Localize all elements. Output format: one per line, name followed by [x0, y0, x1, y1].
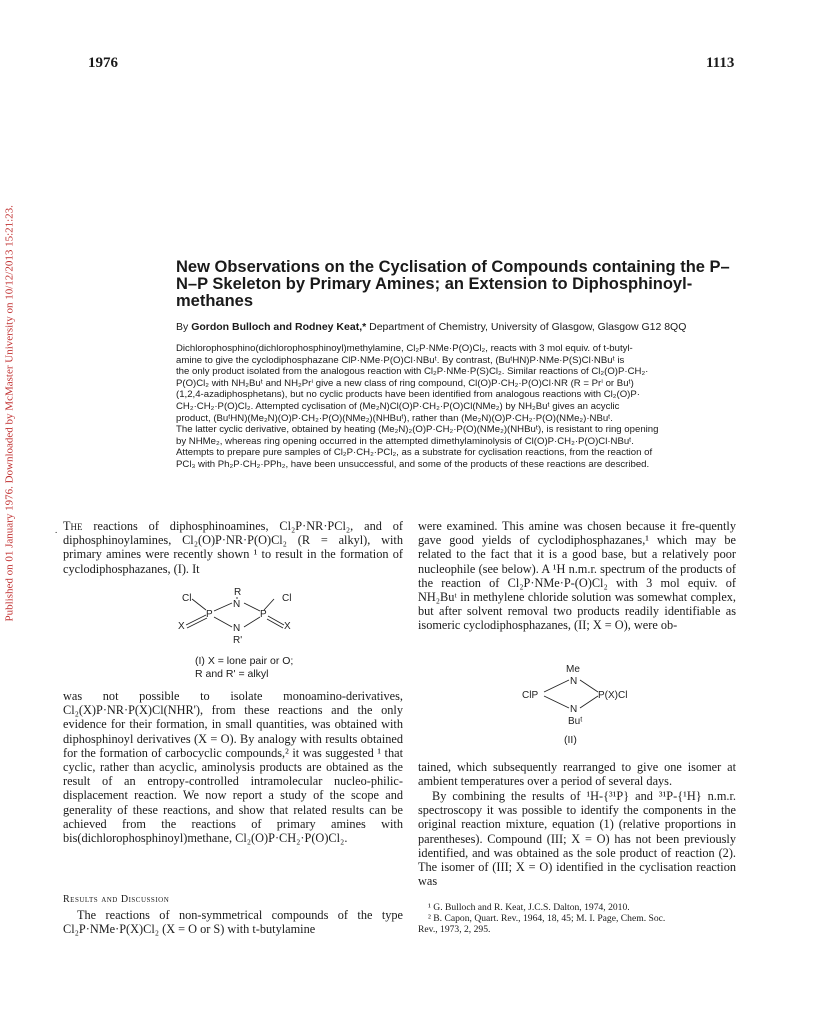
- atom-x-left: X: [178, 621, 185, 632]
- paragraph-text: was not possible to isolate monoamino-derivatives, Cl₂(X)P·NR·P(X)Cl(NHR'), from these reactions and the only evidence for their formation, in small quantities, was obtained with diphosphinoyl derivatives (X = O). By analogy with results obtained for the formation of carbocyclic compounds,² it was suggested ¹ that cyclic, rather than acyclic, aminolysis products are obtained as the result of an entropy-controlled intramolecular nucleo-philic-displacement reaction. We now report a study of the scope and generality of these reactions, and show that related results can be achieved from the reactions of primary amines with bis(dichlorophosphinoyl)methane, Cl₂(O)P·CH₂·P(O)Cl₂.: [63, 689, 403, 846]
- atom-p-left: P: [206, 609, 213, 620]
- abstract-line: by NHMe₂, whereas ring opening occurred in the attempted dimethylaminolysis of Cl(O)P·CH₂·P(O)Cl·NBuᵗ.: [176, 435, 634, 447]
- paragraph-text: tained, which subsequently rearranged to give one isomer at ambient temperatures over a period of several days.: [418, 760, 736, 789]
- section-heading: Results and Discussion: [63, 894, 170, 905]
- atom-n-bottom: N: [570, 704, 578, 715]
- caption-line: R and R' = alkyl: [195, 668, 269, 680]
- abstract-line: the only product isolated from the analogous reaction with Cl₂P·NMe·P(S)Cl₂. Similar reactions of Cl₂(O)P·CH₂·: [176, 366, 649, 378]
- abstract-line: CH₂·CH₂·P(O)Cl₂. Attempted cyclisation of (Me₂N)Cl(O)P·CH₂·P(O)Cl(NMe₂) by NH₂Buᵗ gives an acyclic: [176, 400, 620, 412]
- lead-word: The: [63, 519, 83, 533]
- reference-item: ² B. Capon, Quart. Rev., 1964, 18, 45; M. I. Page, Chem. Soc.: [428, 913, 666, 925]
- atom-x-right: X: [284, 621, 291, 632]
- left-col-paragraph-2: [63, 689, 403, 845]
- atom-px: P(X)Cl: [598, 690, 628, 701]
- structure-II-diagram: [520, 662, 640, 728]
- atom-r-bottom: R': [233, 635, 243, 645]
- atom-cl-right: Cl: [282, 593, 292, 604]
- left-col-paragraph-1: [63, 519, 403, 576]
- margin-mark: .: [55, 525, 58, 535]
- right-col-paragraph-1: [418, 519, 736, 633]
- structure-I-caption: [195, 655, 293, 681]
- abstract-line: amine to give the cyclodiphosphazane ClP·NMe·P(O)Cl·NBuᵗ. By contrast, (BuᵗHN)P·NMe·P(S)Cl·NBuᵗ is: [176, 354, 625, 366]
- paragraph-text: The reactions of non-symmetrical compounds of the type Cl₂P·NMe·P(X)Cl₂ (X = O or S) with t-butylamine: [63, 908, 403, 937]
- structure-I-diagram: [170, 585, 300, 645]
- atom-p-right: P: [260, 609, 267, 620]
- caption-line: (I) X = lone pair or O;: [195, 655, 294, 667]
- reference-item: Rev., 1973, 2, 295.: [418, 924, 491, 936]
- atom-cl-left: Cl: [182, 593, 192, 604]
- atom-n-top: N: [233, 599, 241, 610]
- atom-n-bottom: N: [233, 623, 241, 634]
- page-number: 1113: [706, 55, 735, 71]
- download-notice[interactable]: Published on 01 January 1976. Downloaded by McMaster University on 10/12/2013 15:21:23.: [3, 205, 16, 622]
- atom-me: Me: [566, 664, 580, 675]
- atom-bu: Buᵗ: [568, 716, 583, 727]
- abstract-line: PCl₃ with Ph₂P·CH₂·PPh₂, have been unsuccessful, and some of the products of these reactions are described.: [176, 458, 650, 470]
- right-col-paragraph-3: [418, 789, 736, 888]
- atom-n-top: N: [570, 676, 578, 687]
- atom-clp: ClP: [522, 690, 539, 701]
- abstract-line: product, (BuᵗHN)(Me₂N)(O)P·CH₂·P(O)(NMe₂)(NHBuᵗ), rather than (Me₂N)(O)P·CH₂·P(O)(NMe₂)·NBuᵗ.: [176, 412, 613, 424]
- abstract-line: (1,2,4-azadiphosphetans), but no cyclic products have been identified from analogous reactions with Cl₂(O)P·: [176, 389, 640, 401]
- abstract-line: Dichlorophosphino(dichlorophosphinoyl)methylamine, Cl₂P·NMe·P(O)Cl₂, reacts with 3 mol equiv. of t-butyl-: [176, 343, 633, 354]
- right-col-paragraph-2: [418, 760, 736, 788]
- author-line: [176, 321, 736, 333]
- abstract-line: Attempts to prepare pure samples of Cl₂P·CH₂·PCl₂, as a substrate for cyclisation reactions, from the reaction of: [176, 447, 653, 459]
- paragraph-text: By combining the results of ¹H-{³¹P} and ³¹P-{¹H} n.m.r. spectroscopy it was possible to identify the components in the original reaction mixture, equation (1) (relative proportions in parentheses). Compound (III; X = O) has not been previously identified, and was obtained as the sole product of reaction (2). The isomer of (III; X = O) identified in the cyclisation reaction was: [418, 789, 736, 889]
- abstract: [176, 343, 736, 471]
- abstract-line: The latter cyclic derivative, obtained by heating (Me₂N)₂(O)P·CH₂·P(O)(NMe₂)(NHBuᵗ), is resistant to ring opening: [176, 424, 659, 436]
- page-year: 1976: [88, 55, 118, 71]
- reference-item: ¹ G. Bulloch and R. Keat, J.C.S. Dalton, 1974, 2010.: [428, 902, 630, 913]
- left-col-paragraph-3: [63, 908, 403, 936]
- paragraph-text: were examined. This amine was chosen because it fre-quently gave good yields of cyclodiphosphazanes,¹ which may be related to the fact that it is a good base, but a relatively poor nucleophile (see below). A ¹H n.m.r. spectrum of the products of the reaction of Cl₂P·NMe·P-(O)Cl₂ with 3 mol equiv. of NH₂Buᵗ in methylene chloride solution was somewhat complex, but after solvent removal two products readily identifiable as isomeric cyclodiphosphazanes, (II; X = O), were ob-: [418, 519, 736, 633]
- author-by: By: [176, 321, 189, 333]
- article-title: New Observations on the Cyclisation of Compounds containing the P–N–P Skeleton by Primary Amines; an Extension to Diphosphinoyl-methanes: [176, 258, 730, 310]
- paragraph-text: reactions of diphosphinoamines, Cl₂P·NR·PCl₂, and of diphosphinoylamines, Cl₂(O)P·NR·P(O)Cl₂ (R = alkyl), with primary amines were recently shown ¹ to result in the formation of cyclodiphosphazanes, (I). It: [63, 519, 403, 576]
- structure-II-caption: (II): [564, 734, 577, 746]
- references: [418, 902, 736, 936]
- author-names: Gordon Bulloch and Rodney Keat,*: [191, 321, 367, 333]
- abstract-line: P(O)Cl₂ with NH₂Buᵗ and NH₂Prⁱ give a new class of ring compound, Cl(O)P·CH₂·P(O)Cl·NR (R = Prⁱ or Buᵗ): [176, 377, 634, 389]
- atom-r-top: R: [234, 587, 242, 598]
- author-affiliation: Department of Chemistry, University of Glasgow, Glasgow G12 8QQ: [369, 321, 687, 333]
